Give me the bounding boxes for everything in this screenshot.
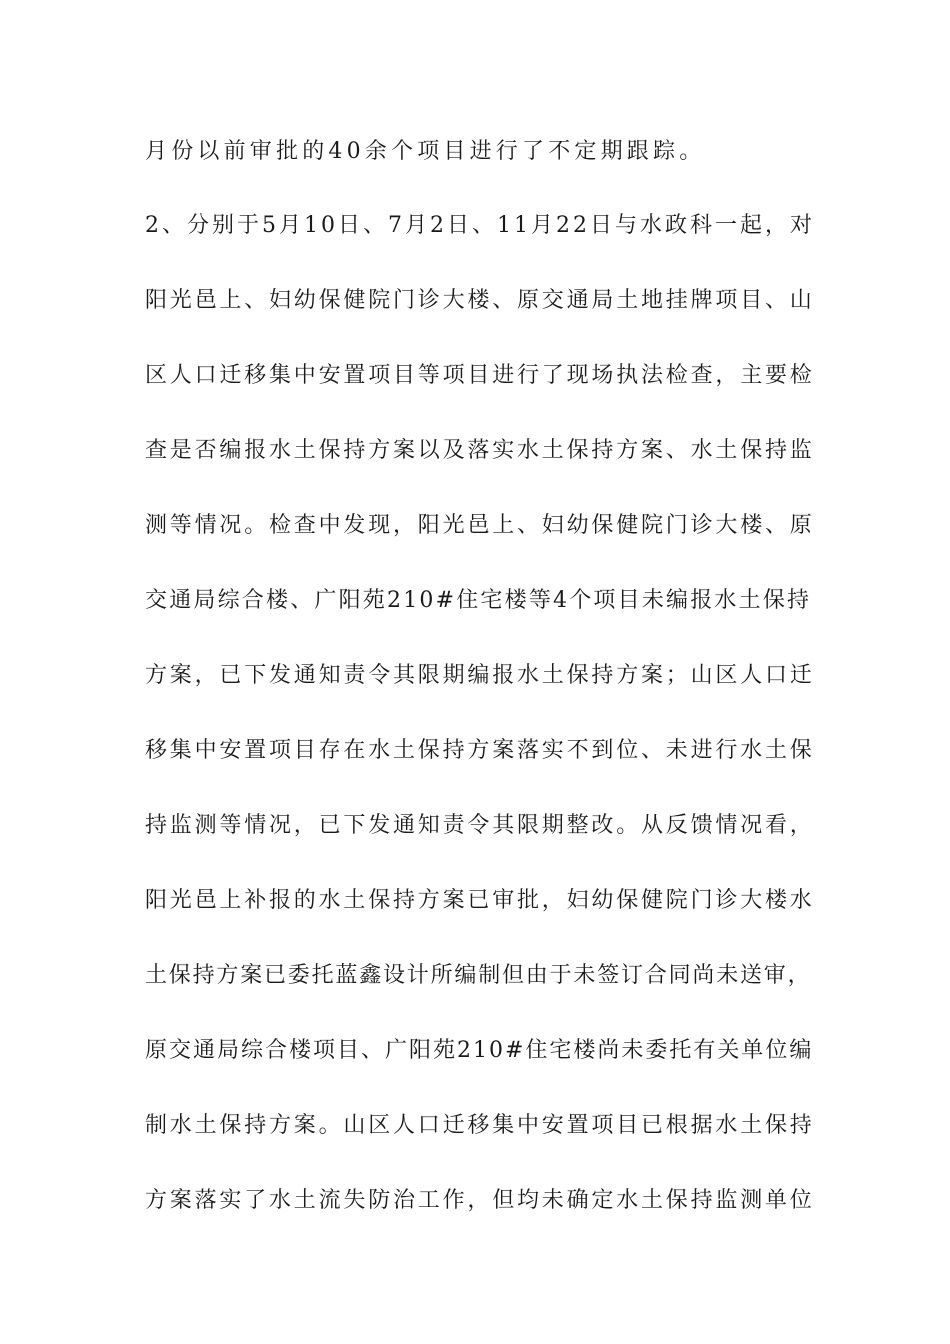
text-line: 测等情况。检查中发现，阳光邑上、妇幼保健院门诊大楼、原 [145,513,815,538]
text-line: 阳光邑上补报的水土保持方案已审批，妇幼保健院门诊大楼水 [145,888,815,913]
text-line: 阳光邑上、妇幼保健院门诊大楼、原交通局土地挂牌项目、山 [145,288,815,313]
text-line: 月份以前审批的40余个项目进行了不定期跟踪。 [145,139,706,164]
text-line: 制水土保持方案。山区人口迁移集中安置项目已根据水土保持 [145,1113,815,1138]
text-line: 查是否编报水土保持方案以及落实水土保持方案、水土保持监 [145,438,815,463]
text-line: 区人口迁移集中安置项目等项目进行了现场执法检查，主要检 [145,363,815,388]
text-line: 方案，已下发通知责令其限期编报水土保持方案；山区人口迁 [145,663,815,688]
text-line: 方案落实了水土流失防治工作，但均未确定水土保持监测单位 [145,1188,815,1213]
text-line: 移集中安置项目存在水土保持方案落实不到位、未进行水土保 [145,738,815,763]
text-line: 持监测等情况，已下发通知责令其限期整改。从反馈情况看， [145,813,815,838]
text-line: 原交通局综合楼项目、广阳苑210#住宅楼尚未委托有关单位编 [145,1038,814,1063]
text-line: 2、分别于5月10日、7月2日、11月22日与水政科一起，对 [145,213,815,238]
text-line: 土保持方案已委托蓝鑫设计所编制但由于未签订合同尚未送审， [145,963,812,988]
text-line: 交通局综合楼、广阳苑210#住宅楼等4个项目未编报水土保持 [145,588,812,613]
